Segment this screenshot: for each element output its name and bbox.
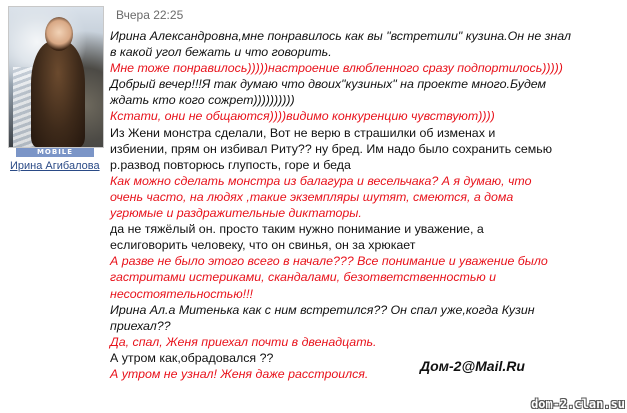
post-timestamp: Вчера 22:25	[116, 8, 184, 22]
message-line: Ирина Ал.а Митенька как с ним встретился?? Он спал уже,когда Кузин	[110, 302, 535, 317]
message-line: избиении, прям он избивал Риту?? ну бред. Им надо было сохранить семью	[110, 141, 552, 156]
comment-thread	[110, 28, 620, 382]
message-line: в какой угол бежать и что говорить.	[110, 45, 332, 60]
message-line: А разве не было этого всего в начале??? Все понимание и уважение было	[110, 254, 548, 269]
message-line: А утром не узнал! Женя даже расстроился.	[110, 366, 369, 381]
avatar-face	[45, 17, 73, 51]
message-line: Да, спал, Женя приехал почти в двенадцать.	[110, 334, 377, 349]
message-line: ждать кто кого сожрет))))))))))	[110, 93, 295, 108]
message-line: Как можно сделать монстра из балагура и весельчака? А я думаю, что	[110, 173, 532, 188]
message-line: гастритами истериками, скандалами, безответственностью и	[110, 270, 497, 285]
message-line: несостоятельностью!!!	[110, 286, 253, 301]
site-watermark: Дом-2@Mail.Ru	[420, 358, 525, 374]
username-link[interactable]: Ирина Агибалова	[10, 160, 100, 172]
message-line: А утром как,обрадовался ??	[110, 350, 274, 365]
message-line: Ирина Александровна,мне понравилось как вы "встретили" кузина.Он не знал	[110, 29, 571, 43]
message-line: приехал??	[110, 318, 171, 333]
mobile-badge: MOBILE	[16, 148, 94, 157]
message-line: да не тяжёлый он. просто таким нужно понимание и уважение, а	[110, 222, 484, 237]
message-line: еслиговорить человеку, что он свинья, он за хрюкает	[110, 238, 416, 253]
avatar-fur-coat	[31, 41, 85, 147]
user-avatar[interactable]	[8, 6, 104, 148]
message-line: Добрый вечер!!!Я так думаю что двоих"кузиных" на проекте много.Будем	[110, 77, 547, 92]
message-line: угрюмые и раздражительные диктаторы.	[110, 206, 362, 221]
message-line: Мне тоже понравилось)))))настроение влюбленного сразу подпортилось)))))	[110, 61, 563, 76]
corner-watermark: dom-2.clan.su	[531, 397, 625, 411]
message-line: Из Жени монстра сделали, Вот не верю в страшилки об изменах и	[110, 125, 496, 140]
message-line: очень часто, на людях ,такие экземпляры шутят, смеются, а дома	[110, 189, 514, 204]
message-line: р.развод повторюсь глупость, горе и беда	[110, 157, 351, 172]
message-line: Кстати, они не общаются))))видимо конкуренцию чувствуют))))	[110, 109, 495, 124]
